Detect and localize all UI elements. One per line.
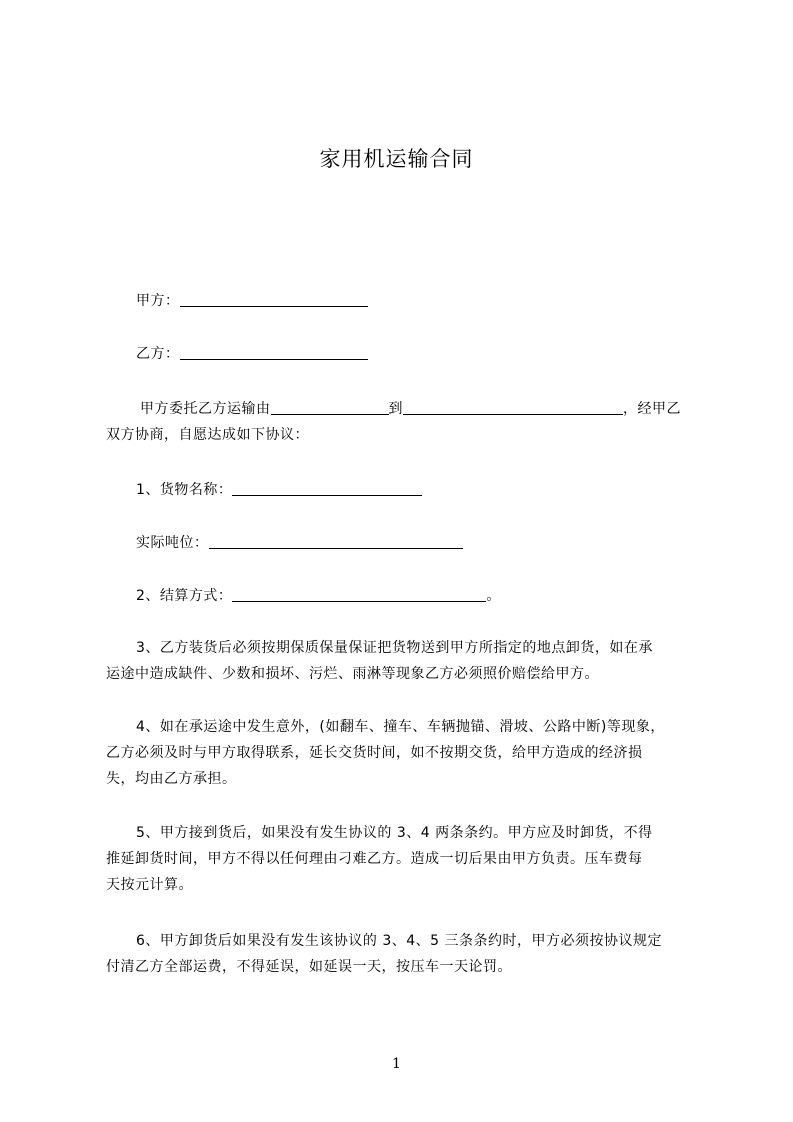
clause-6-line-1: 6、甲方卸货后如果没有发生该协议的 3、4、5 三条条约时，甲方必须按协议规定 <box>136 933 663 949</box>
clause-5-line-2: 推延卸货时间，甲方不得以任何理由刁难乙方。造成一切后果由甲方负责。压车费每 <box>106 851 643 867</box>
intro-part2: 到 <box>388 401 403 417</box>
goods-label: 1、货物名称： <box>136 482 233 498</box>
intro-line-1 <box>140 400 681 418</box>
intro-part3: ，经甲乙 <box>623 401 681 417</box>
settlement-label: 2、结算方式： <box>136 588 233 604</box>
tonnage-blank[interactable] <box>209 534 463 549</box>
party-b-blank[interactable] <box>180 345 368 360</box>
party-b-line <box>136 345 368 363</box>
clause-4-line-2: 乙方必须及时与甲方取得联系，延长交货时间，如不按期交货，给甲方造成的经济损 <box>106 745 643 761</box>
tonnage-line <box>136 534 463 552</box>
party-a-line <box>136 292 368 310</box>
clause-3-line-1: 3、乙方装货后必须按期保质保量保证把货物送到甲方所指定的地点卸货，如在承 <box>136 640 653 656</box>
origin-blank[interactable] <box>271 400 389 415</box>
page-number: 1 <box>392 1056 401 1072</box>
clause-6 <box>106 928 706 980</box>
party-b-label: 乙方： <box>136 346 180 362</box>
clause-5-line-3: 天按元计算。 <box>106 877 193 893</box>
party-a-blank[interactable] <box>180 292 368 307</box>
document-title: 家用机运输合同 <box>319 147 474 171</box>
settlement-suffix: 。 <box>486 588 501 604</box>
clause-3-line-2: 运途中造成缺件、少数和损坏、污烂、雨淋等现象乙方必须照价赔偿给甲方。 <box>106 666 599 682</box>
clause-4 <box>106 714 706 792</box>
intro-part1: 甲方委托乙方运输由 <box>140 401 271 417</box>
clause-3 <box>106 635 706 687</box>
goods-blank[interactable] <box>232 481 422 496</box>
clause-4-line-1: 4、如在承运途中发生意外，(如翻车、撞车、车辆抛锚、滑坡、公路中断)等现象， <box>136 719 665 735</box>
party-a-label: 甲方： <box>136 293 180 309</box>
settlement-blank[interactable] <box>232 587 486 602</box>
clause-4-line-3: 失，均由乙方承担。 <box>106 771 237 787</box>
goods-line <box>136 481 422 499</box>
intro-line-2: 双方协商，自愿达成如下协议： <box>106 427 309 443</box>
clause-6-line-2: 付清乙方全部运费，不得延误，如延误一天，按压车一天论罚。 <box>106 959 512 975</box>
tonnage-label: 实际吨位： <box>136 535 209 551</box>
clause-5-line-1: 5、甲方接到货后，如果没有发生协议的 3、4 两条条约。甲方应及时卸货，不得 <box>136 825 653 841</box>
destination-blank[interactable] <box>403 400 623 415</box>
settlement-line <box>136 587 501 605</box>
clause-5 <box>106 820 706 898</box>
